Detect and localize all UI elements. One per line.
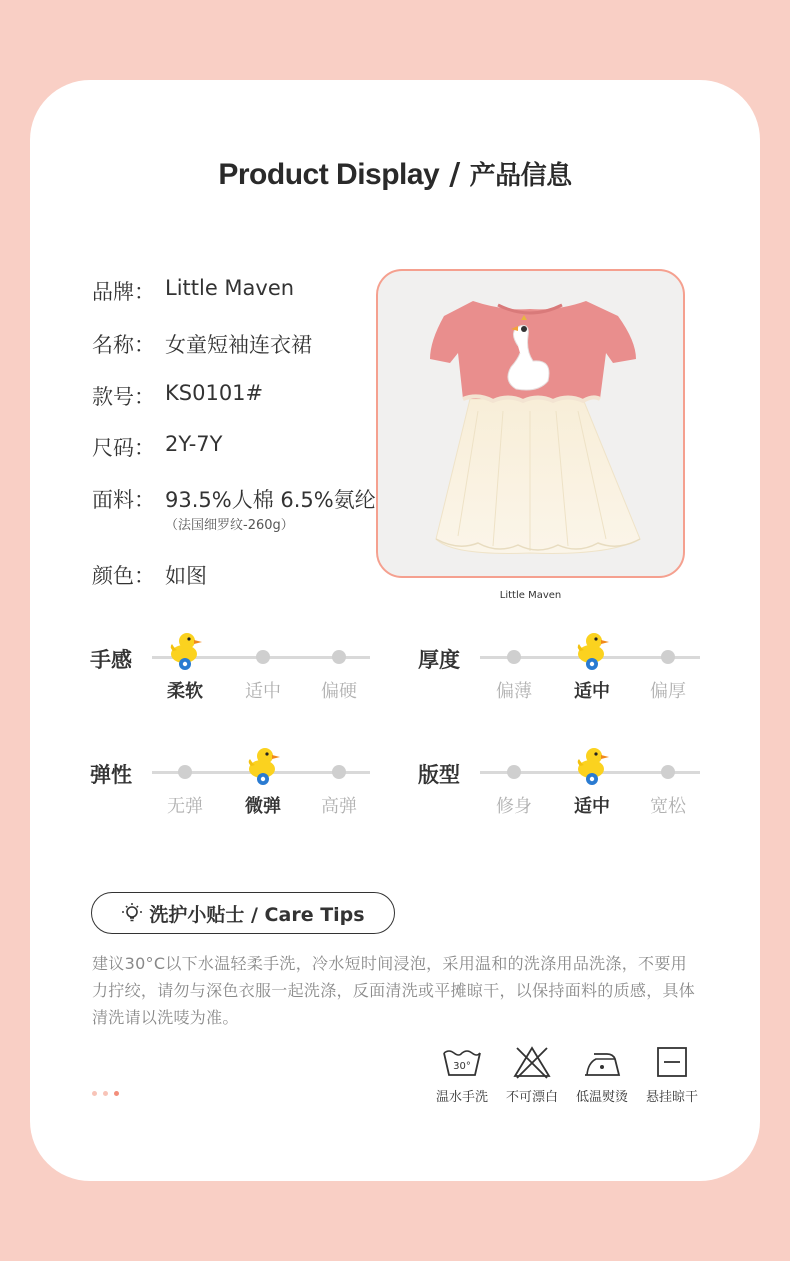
page-dot — [92, 1091, 97, 1096]
info-size — [92, 432, 222, 462]
info-key: 名称： — [92, 333, 155, 357]
duck-marker-icon — [245, 746, 281, 786]
scale-option-selected: 适中 — [574, 681, 610, 702]
scale-dot — [661, 765, 675, 779]
page-dot-active — [114, 1091, 119, 1096]
info-key: 颜色： — [92, 564, 155, 588]
info-key: 款号： — [92, 385, 155, 409]
scale-label: 手感 — [90, 648, 132, 672]
care-label: 悬挂晾干 — [645, 1090, 698, 1105]
title-separator: / — [439, 157, 470, 192]
scale-dot — [507, 765, 521, 779]
duck-marker-icon — [574, 631, 610, 671]
scale-label: 版型 — [418, 763, 460, 787]
info-value: Little Maven — [165, 276, 295, 300]
info-value: 2Y-7Y — [165, 432, 223, 456]
product-caption: Little Maven — [499, 590, 562, 601]
duck-marker-icon — [574, 746, 610, 786]
scale-option: 偏薄 — [496, 681, 532, 702]
info-fabric — [92, 484, 376, 514]
info-value: 93.5%人棉 6.5%氨纶 — [165, 488, 376, 512]
hang-dry-icon — [652, 1045, 692, 1079]
scale-option: 偏厚 — [650, 681, 686, 702]
info-key: 面料： — [92, 488, 155, 512]
lightbulb-icon — [121, 902, 143, 924]
care-label: 温水手洗 — [435, 1090, 488, 1105]
info-key: 品牌： — [92, 280, 155, 304]
product-image — [376, 269, 685, 578]
care-tips-text: 建议30°C以下水温轻柔手洗，冷水短时间浸泡，采用温和的洗涤用品洗涤，不要用力拧绞，请勿与深色衣服一起洗涤，反面清洗或平摊晾干，以保持面料的质感，具体清洗请以洗唛为准。 — [92, 954, 696, 1027]
fabric-note: （法国细罗纹-260g） — [165, 518, 294, 533]
scale-label: 弹性 — [90, 763, 132, 787]
scale-option: 偏硬 — [321, 681, 357, 702]
info-key: 尺码： — [92, 436, 155, 460]
scale-option-selected: 柔软 — [167, 681, 203, 702]
info-value: 女童短袖连衣裙 — [165, 333, 312, 357]
duck-marker-icon — [167, 631, 203, 671]
scale-option: 无弹 — [167, 796, 203, 817]
title-chinese: 产品信息 — [469, 161, 572, 191]
scale-dot — [661, 650, 675, 664]
low-iron-icon — [582, 1045, 622, 1079]
title-english: Product Display — [218, 158, 440, 191]
care-tips-header — [91, 892, 395, 934]
scale-dot — [256, 650, 270, 664]
scale-option-selected: 微弹 — [245, 796, 281, 817]
wash-30-icon — [442, 1045, 482, 1079]
care-label: 低温熨烫 — [575, 1090, 628, 1105]
scale-option: 高弹 — [321, 796, 357, 817]
scale-dot — [178, 765, 192, 779]
info-color — [92, 560, 207, 590]
scale-dot — [507, 650, 521, 664]
scale-dot — [332, 650, 346, 664]
no-bleach-icon — [512, 1045, 552, 1079]
scale-dot — [332, 765, 346, 779]
page-title — [0, 155, 790, 192]
info-value: KS0101# — [165, 381, 264, 405]
page-indicator — [92, 1091, 119, 1096]
wash-temp: 30° — [453, 1061, 471, 1072]
info-brand — [92, 276, 294, 306]
scale-option: 宽松 — [650, 796, 686, 817]
care-tips-title: 洗护小贴士 / Care Tips — [149, 903, 365, 926]
page-dot — [103, 1091, 108, 1096]
scale-option: 修身 — [496, 796, 532, 817]
dress-illustration — [378, 271, 683, 576]
info-style-no — [92, 381, 263, 411]
info-name — [92, 329, 312, 359]
scale-option-selected: 适中 — [574, 796, 610, 817]
info-value: 如图 — [165, 564, 207, 588]
care-label: 不可漂白 — [505, 1090, 558, 1105]
scale-label: 厚度 — [418, 648, 460, 672]
scale-option: 适中 — [245, 681, 281, 702]
